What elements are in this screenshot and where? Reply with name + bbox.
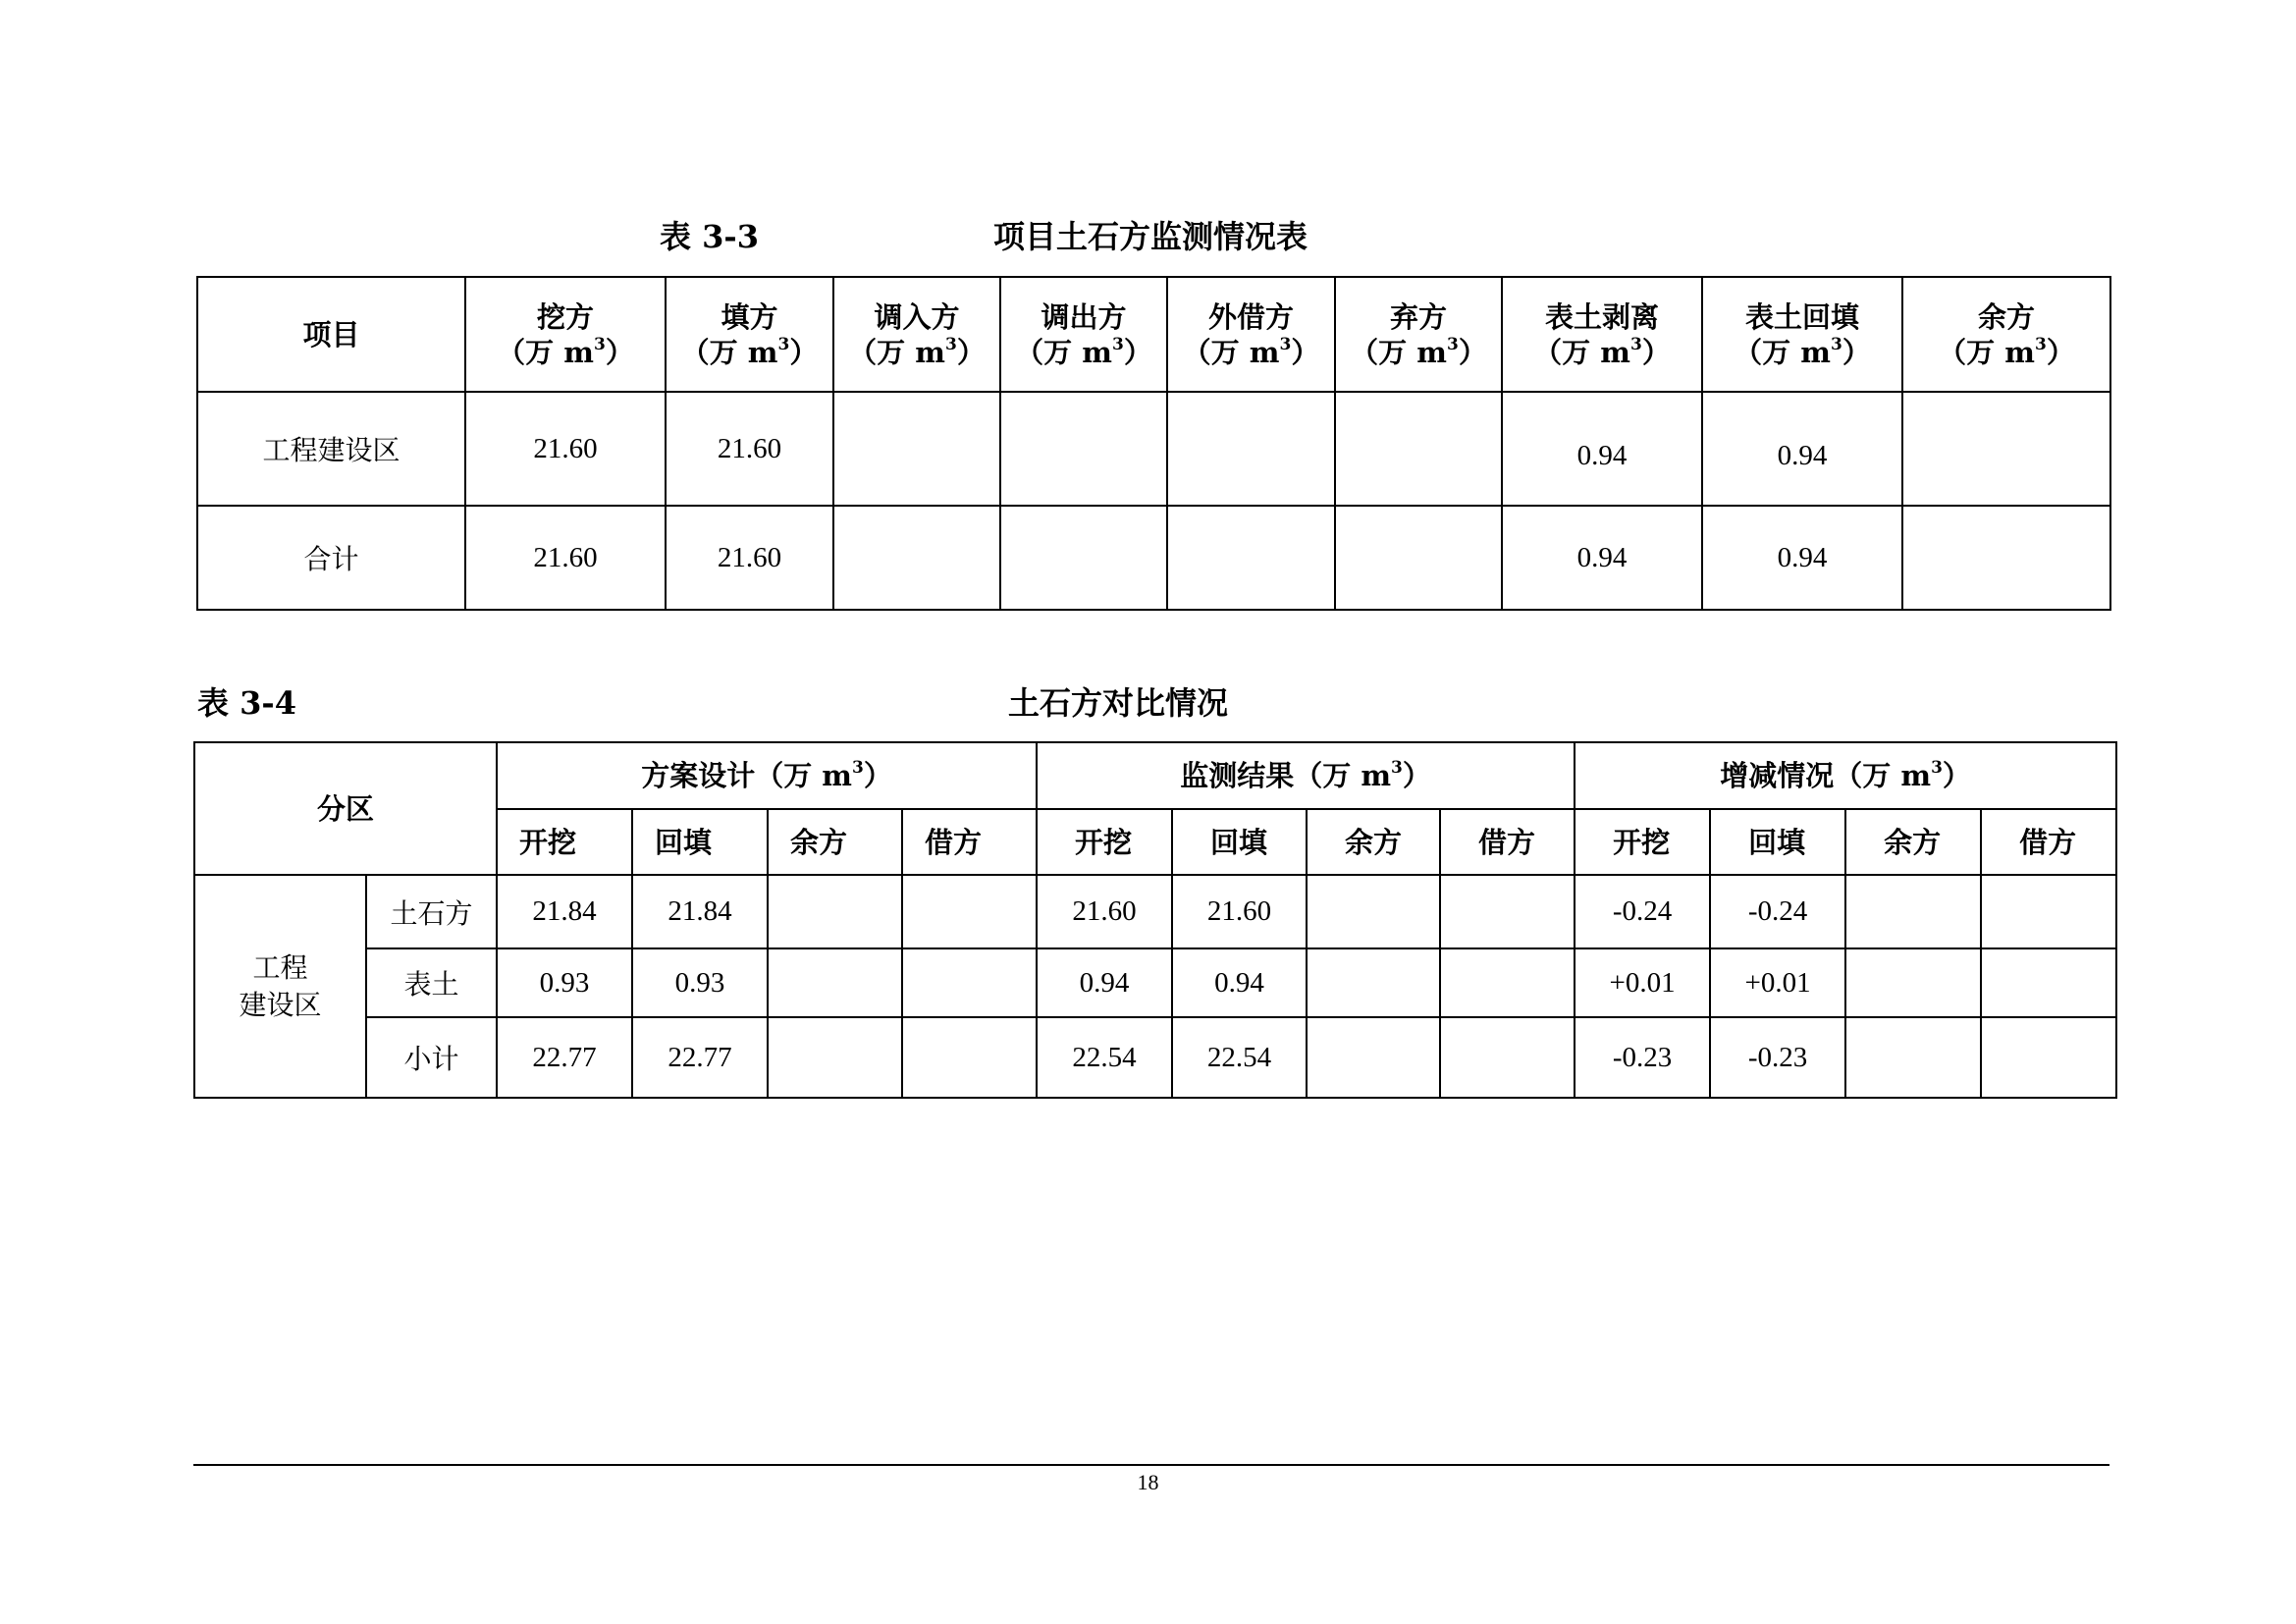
- table-cell: [1167, 392, 1335, 506]
- subheader-backfill: 回填: [1172, 809, 1307, 875]
- header-topsoil-strip: 表土剥离 （万 $m^3$）: [1502, 277, 1702, 392]
- row-label: 工程建设区: [197, 392, 465, 506]
- table-cell: -0.23: [1710, 1017, 1845, 1098]
- header-surplus: 余方 （万 $m^3$）: [1902, 277, 2110, 392]
- table-row: [197, 392, 2110, 506]
- table-cell: 21.60: [666, 392, 833, 506]
- table-row: [194, 875, 2116, 948]
- area-label: 工程 建设区: [194, 875, 366, 1098]
- page-number: 18: [1137, 1470, 1159, 1494]
- subheader-borrow: 借方: [1440, 809, 1575, 875]
- table-cell: -0.24: [1575, 875, 1710, 948]
- table-cell: 0.93: [497, 948, 632, 1017]
- table-cell: 0.94: [1172, 948, 1307, 1017]
- table-cell: [1307, 875, 1440, 948]
- subheader-excavate: 开挖: [1037, 809, 1172, 875]
- subheader-backfill: 回填: [632, 809, 768, 875]
- table-row: [194, 1017, 2116, 1098]
- table-3-4-title: 土石方对比情况: [1008, 684, 1229, 722]
- table-cell: [1440, 1017, 1575, 1098]
- table-cell: [1902, 392, 2110, 506]
- header-topsoil-backfill: 表土回填 （万 $m^3$）: [1702, 277, 1902, 392]
- table-3-3: [196, 276, 2111, 611]
- table-3-4: [193, 741, 2117, 1099]
- table-3-4-number: 表 3-4: [197, 684, 296, 722]
- table-cell: 22.54: [1172, 1017, 1307, 1098]
- header-excavation: 挖方 （万 $m^3$）: [465, 277, 666, 392]
- table-3-4-group-header-row: [194, 742, 2116, 809]
- table-row: [194, 948, 2116, 1017]
- subheader-surplus: 余方: [768, 809, 902, 875]
- table-cell: [902, 1017, 1037, 1098]
- table-cell: [1845, 875, 1981, 948]
- header-transfer-in: 调入方 （万 $m^3$）: [833, 277, 1000, 392]
- table-cell: [1981, 948, 2116, 1017]
- table-cell: 21.84: [632, 875, 768, 948]
- table-cell: [833, 506, 1000, 610]
- table-cell: +0.01: [1710, 948, 1845, 1017]
- table-cell: [1335, 392, 1502, 506]
- table-cell: 21.84: [497, 875, 632, 948]
- table-cell: [768, 948, 902, 1017]
- table-row: [197, 506, 2110, 610]
- header-group-monitoring: 监测结果（万 $m^3$）: [1037, 742, 1575, 809]
- table-cell: [1981, 1017, 2116, 1098]
- header-borrow: 外借方 （万 $m^3$）: [1167, 277, 1335, 392]
- row-label: 表土: [366, 948, 497, 1017]
- subheader-borrow: 借方: [902, 809, 1037, 875]
- table-cell: 22.77: [497, 1017, 632, 1098]
- table-cell: +0.01: [1575, 948, 1710, 1017]
- table-cell: 22.54: [1037, 1017, 1172, 1098]
- row-label: 合计: [197, 506, 465, 610]
- table-cell: [1902, 506, 2110, 610]
- subheader-borrow: 借方: [1981, 809, 2116, 875]
- header-group-change: 增减情况（万 $m^3$）: [1575, 742, 2116, 809]
- subheader-surplus: 余方: [1845, 809, 1981, 875]
- table-cell: -0.23: [1575, 1017, 1710, 1098]
- table-cell: [1845, 1017, 1981, 1098]
- subheader-excavate: 开挖: [497, 809, 632, 875]
- table-cell: [1440, 948, 1575, 1017]
- table-cell: [902, 875, 1037, 948]
- table-cell: [1440, 875, 1575, 948]
- table-cell: 0.94: [1502, 392, 1702, 506]
- table-cell: 21.60: [1037, 875, 1172, 948]
- table-cell: [1845, 948, 1981, 1017]
- header-item: 项目: [197, 277, 465, 392]
- table-cell: [768, 1017, 902, 1098]
- table-cell: -0.24: [1710, 875, 1845, 948]
- table-cell: [1335, 506, 1502, 610]
- table-cell: 21.60: [666, 506, 833, 610]
- table-cell: 21.60: [465, 392, 666, 506]
- header-fill: 填方 （万 $m^3$）: [666, 277, 833, 392]
- table-cell: 0.94: [1702, 392, 1902, 506]
- table-cell: 0.94: [1037, 948, 1172, 1017]
- header-waste: 弃方 （万 $m^3$）: [1335, 277, 1502, 392]
- row-label: 土石方: [366, 875, 497, 948]
- subheader-surplus: 余方: [1307, 809, 1440, 875]
- table-cell: [1000, 392, 1167, 506]
- table-3-3-title: 项目土石方监测情况表: [993, 218, 1308, 255]
- table-cell: 22.77: [632, 1017, 768, 1098]
- table-3-3-number: 表 3-3: [660, 218, 759, 255]
- subheader-excavate: 开挖: [1575, 809, 1710, 875]
- table-cell: [1981, 875, 2116, 948]
- table-cell: 0.93: [632, 948, 768, 1017]
- header-transfer-out: 调出方 （万 $m^3$）: [1000, 277, 1167, 392]
- table-cell: [1307, 948, 1440, 1017]
- subheader-backfill: 回填: [1710, 809, 1845, 875]
- header-group-design: 方案设计（万 $m^3$）: [497, 742, 1037, 809]
- table-cell: [833, 392, 1000, 506]
- table-cell: [1307, 1017, 1440, 1098]
- table-cell: [1000, 506, 1167, 610]
- table-3-3-header-row: [197, 277, 2110, 392]
- table-cell: [902, 948, 1037, 1017]
- table-cell: 0.94: [1702, 506, 1902, 610]
- row-label: 小计: [366, 1017, 497, 1098]
- table-cell: 21.60: [465, 506, 666, 610]
- table-cell: 21.60: [1172, 875, 1307, 948]
- table-cell: [768, 875, 902, 948]
- header-partition: 分区: [194, 742, 497, 875]
- footer-rule: [193, 1464, 2109, 1466]
- table-cell: 0.94: [1502, 506, 1702, 610]
- table-cell: [1167, 506, 1335, 610]
